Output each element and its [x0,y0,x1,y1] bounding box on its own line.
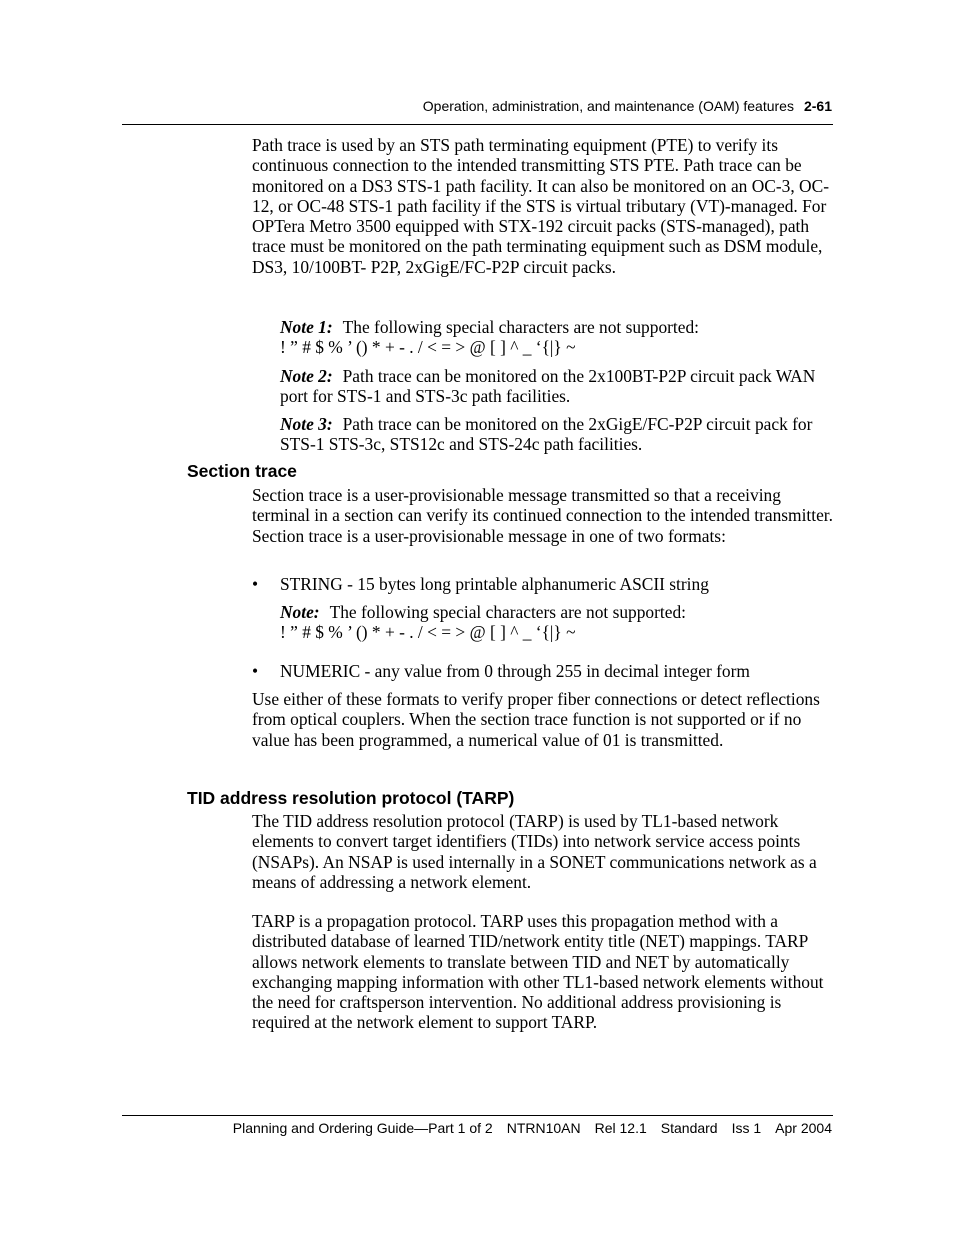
special-characters: ! ” # $ % ’ () * + - . / < = > @ [ ] ^ _ ‘{|} ~ [280,337,576,358]
section-trace-heading: Section trace [187,461,297,481]
running-header [423,98,832,114]
bullet-symbol: • [252,574,259,594]
tarp-heading: TID address resolution protocol (TARP) [187,788,515,808]
note-text: The following special characters are not supported: [329,602,686,622]
path-trace-note-3 [280,414,840,455]
section-trace-closing: Use either of these formats to verify proper fiber connections or detect reflections from optical couplers. When the section trace function is not supported or if no value has been programmed, a numerical value of 01 is transmitted. [252,689,820,750]
footer-doc-number: NTRN10AN [506,1120,581,1136]
path-trace-paragraph: Path trace is used by an STS path terminating equipment (PTE) to verify its continuous connection to the intended transmitting STS PTE. Path trace can be monitored on a DS3 STS-1 path facility. It can also be monitored on an OC-3, OC-12, or OC-48 STS-1 path facility if the STS is virtual tributary (VT)-managed. For OPTera Metro 3500 equipped with STX-192 circuit packs (STS-managed), path trace must be monitored on the path terminating equipment such as DSM module, DS3, 10/100BT- P2P, 2xGigE/FC-P2P circuit packs. [252,135,830,277]
tarp-paragraph-2: TARP is a propagation protocol. TARP uses this propagation method with a distributed database of learned TID/network entity title (NET) mappings. TARP allows network elements to translate between TID and NET by automatically exchanging mapping information with other TL1-based network elements without the need for craftsperson intervention. No additional address provisioning is required at the network element to support TARP. [252,911,824,1033]
footer-doc-title: Planning and Ordering Guide—Part 1 of 2 [232,1120,493,1136]
special-characters: ! ” # $ % ’ () * + - . / < = > @ [ ] ^ _ ‘{|} ~ [280,622,576,643]
note-text: Path trace can be monitored on the 2xGigE/FC-P2P circuit pack for STS-1 STS-3c, STS12c and STS-24c path facilities. [280,414,813,455]
note-label: Note 1: [280,317,333,337]
note-label: Note: [280,602,320,622]
note-text: The following special characters are not supported: [342,317,700,337]
running-footer [233,1120,832,1136]
note-text: Path trace can be monitored on the 2x100BT-P2P circuit pack WAN port for STS-1 and STS-3c path facilities. [280,366,816,407]
bullet-text: STRING - 15 bytes long printable alphanumeric ASCII string [280,574,709,594]
path-trace-note-2 [280,366,840,407]
section-trace-intro: Section trace is a user-provisionable message transmitted so that a receiving terminal in a section can verify its continued connection to the intended transmitter. Section trace is a user-provisionable message in one of two formats: [252,485,833,546]
footer-status: Standard [660,1120,718,1136]
note-label: Note 3: [280,414,333,434]
header-rule [122,124,833,125]
bullet-text: NUMERIC - any value from 0 through 255 in decimal integer form [280,661,750,681]
tarp-paragraph-1: The TID address resolution protocol (TARP) is used by TL1-based network elements to convert target identifiers (TIDs) into network service access points (NSAPs). An NSAP is used internally in a SONET communications network as a means of addressing a network element. [252,811,817,892]
note-label: Note 2: [280,366,333,386]
header-title: Operation, administration, and maintenance (OAM) features [422,98,794,114]
bullet-symbol: • [252,661,259,681]
footer-date: Apr 2004 [775,1120,832,1136]
page-number: 2-61 [803,98,832,114]
footer-release: Rel 12.1 [594,1120,647,1136]
section-trace-note [280,602,840,643]
path-trace-note-1 [280,317,840,358]
footer-issue: Iss 1 [731,1120,762,1136]
footer-rule [122,1115,833,1116]
